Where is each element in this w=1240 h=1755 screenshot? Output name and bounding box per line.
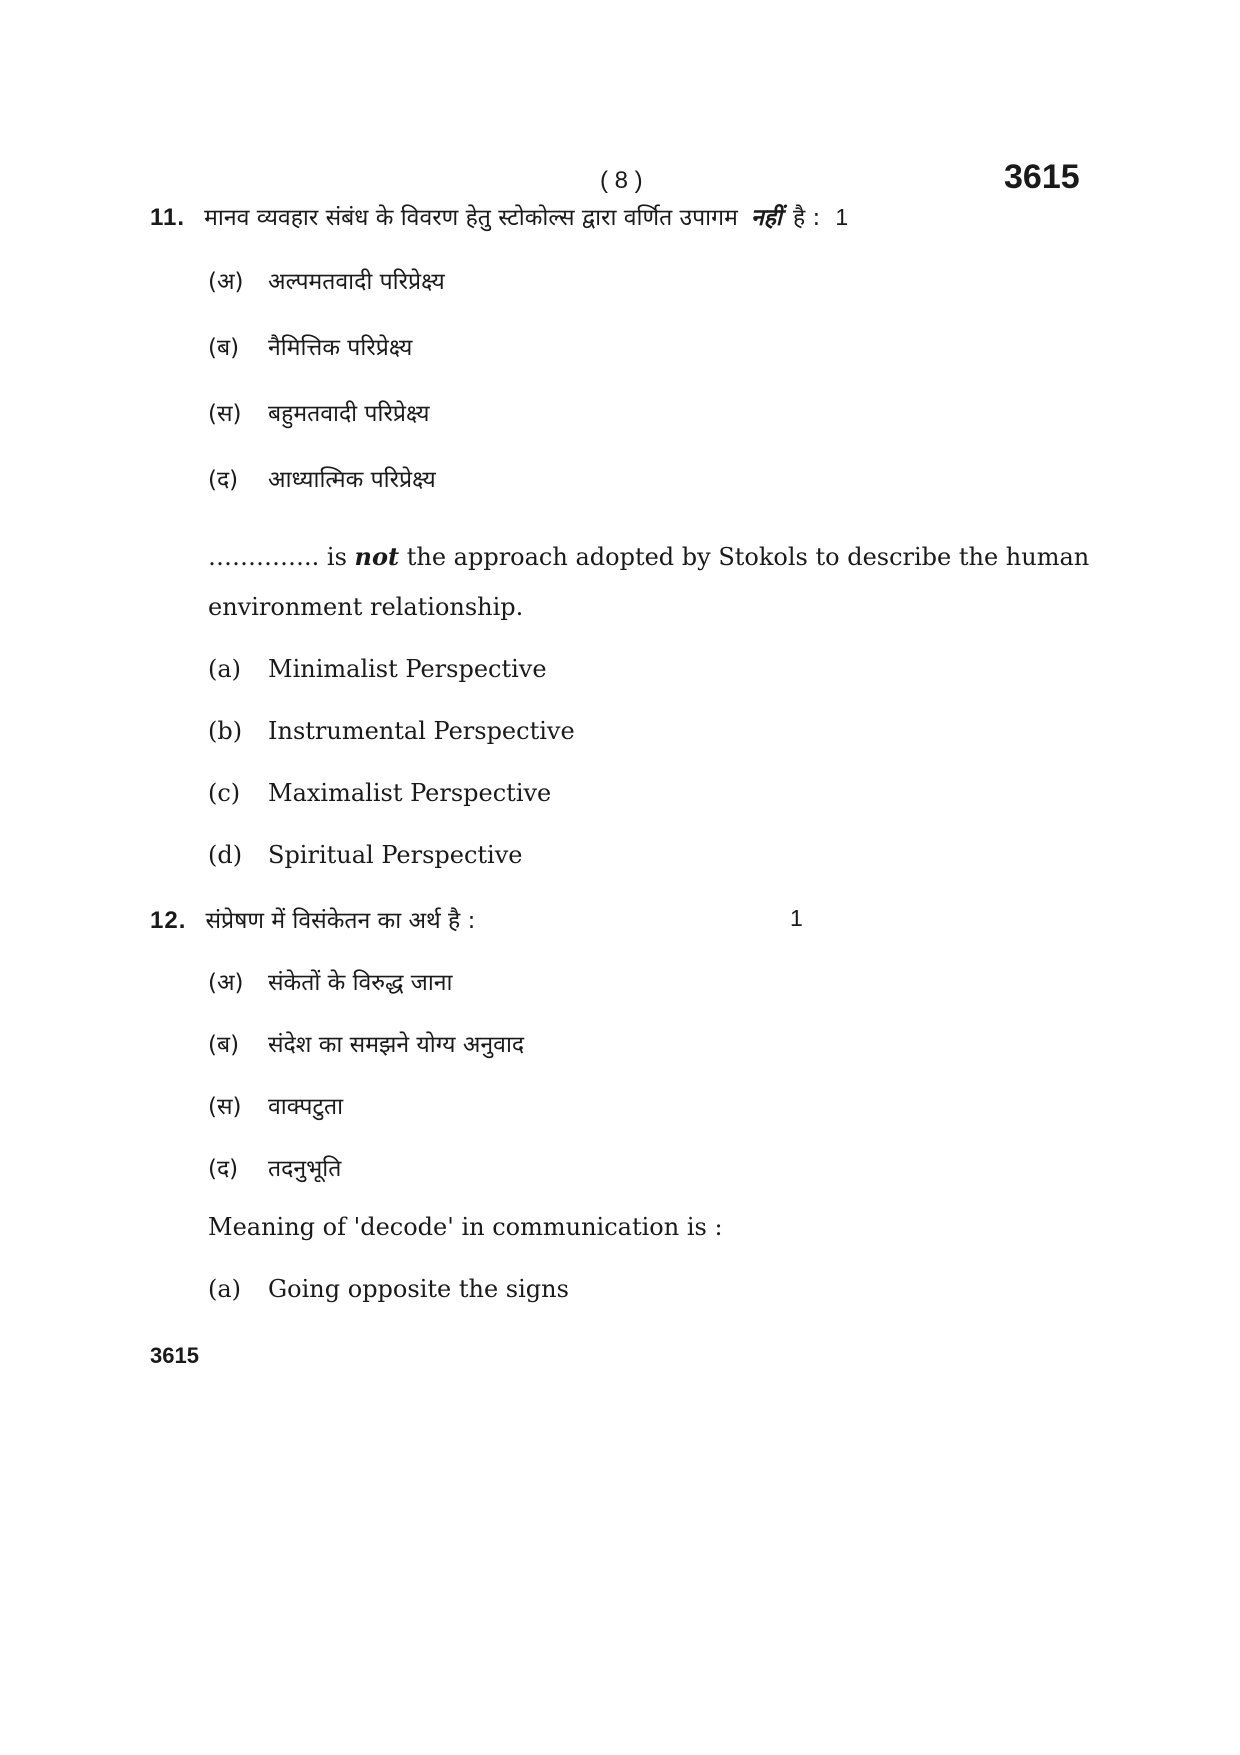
q11-hindi-emphasis: नहीं	[750, 205, 782, 231]
q11-hindi-stem-text: मानव व्यवहार संबंध के विवरण हेतु स्टोकोल्स द्वारा वर्णित उपागम	[204, 205, 738, 231]
option-label: (a)	[208, 655, 242, 683]
option-label: (द)	[208, 467, 239, 493]
option-label: (a)	[208, 1275, 242, 1303]
option-label: (c)	[208, 779, 241, 807]
option-text: Maximalist Perspective	[268, 779, 552, 807]
option-label: (अ)	[208, 269, 244, 295]
option-text: आध्यात्मिक परिप्रेक्ष्य	[268, 467, 436, 493]
q11-hindi-stem	[150, 200, 848, 232]
q12-english-option	[208, 1275, 569, 1303]
page-number: ( 8 )	[600, 167, 643, 194]
option-text: संकेतों के विरुद्ध जाना	[268, 970, 453, 996]
q11-english-stem-line2: environment relationship.	[208, 593, 524, 621]
paper-code-top: 3615	[1004, 158, 1080, 196]
option-label: (ब)	[208, 1032, 240, 1058]
q11-english-option	[208, 655, 547, 683]
option-text: Instrumental Perspective	[268, 717, 575, 745]
q11-english-option	[208, 779, 551, 807]
q11-number: 11.	[150, 204, 186, 231]
q12-hindi-stem	[150, 903, 475, 935]
option-text: संदेश का समझने योग्य अनुवाद	[268, 1032, 525, 1058]
q12-hindi-stem-text: संप्रेषण में विसंकेतन का अर्थ है :	[205, 908, 476, 934]
q12-hindi-option	[208, 1089, 343, 1121]
q11-hindi-option	[208, 462, 436, 494]
option-text: Going opposite the signs	[268, 1275, 569, 1303]
option-text: नैमित्तिक परिप्रेक्ष्य	[268, 335, 413, 361]
q11-hindi-option	[208, 330, 412, 362]
option-text: Spiritual Perspective	[268, 841, 523, 869]
q11-hindi-stem-end: है :	[792, 205, 821, 231]
q12-hindi-option	[208, 965, 453, 997]
q11-english-emphasis: not	[354, 542, 400, 571]
q11-hindi-option	[208, 264, 445, 296]
q11-hindi-option	[208, 396, 430, 428]
option-label: (ब)	[208, 335, 240, 361]
blank-dots: …………..	[208, 543, 320, 571]
option-label: (स)	[208, 401, 242, 427]
q12-marks: 1	[790, 905, 803, 931]
q12-hindi-option	[208, 1151, 341, 1183]
q11-english-option	[208, 841, 523, 869]
option-text: बहुमतवादी परिप्रेक्ष्य	[268, 401, 430, 427]
option-label: (स)	[208, 1094, 242, 1120]
option-text: वाक्पटुता	[268, 1094, 344, 1120]
option-text: अल्पमतवादी परिप्रेक्ष्य	[268, 269, 445, 295]
q11-english-stem-line1	[208, 542, 1089, 571]
q12-number: 12.	[150, 907, 187, 934]
option-label: (द)	[208, 1156, 239, 1182]
option-text: तदनुभूति	[268, 1156, 342, 1182]
stem-is: is	[326, 543, 347, 571]
stem-rest: the approach adopted by Stokols to describe the human	[406, 543, 1090, 571]
option-label: (d)	[208, 841, 243, 869]
q11-english-option	[208, 717, 575, 745]
option-text: Minimalist Perspective	[268, 655, 547, 683]
q12-hindi-option	[208, 1027, 524, 1059]
paper-code-bottom: 3615	[150, 1343, 199, 1368]
option-label: (अ)	[208, 970, 244, 996]
q12-english-stem: Meaning of 'decode' in communication is :	[208, 1213, 723, 1241]
q11-marks: 1	[835, 204, 849, 230]
option-label: (b)	[208, 717, 243, 745]
